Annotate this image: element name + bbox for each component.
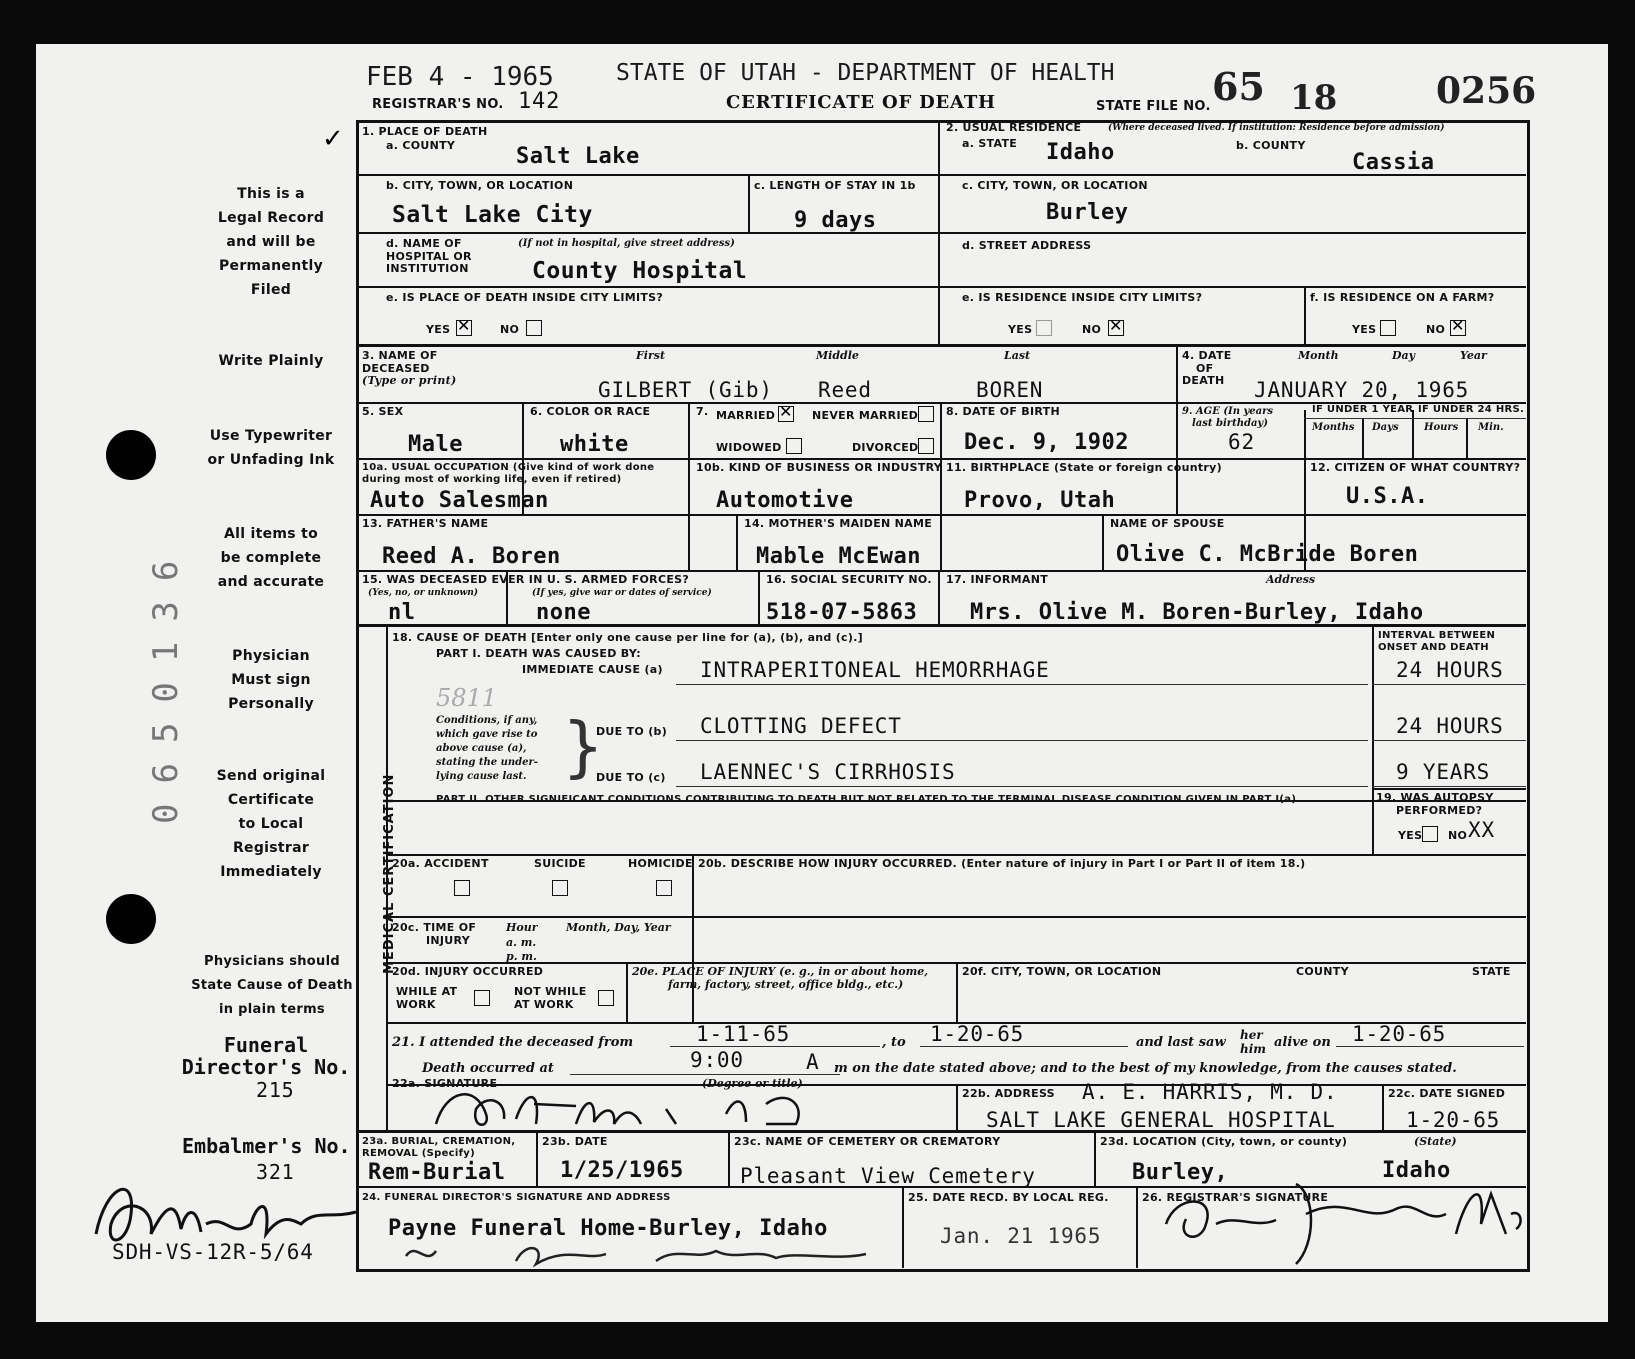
attended-from: 1-11-65 [696,1022,791,1046]
farm-yes-checkbox[interactable] [1380,320,1396,336]
autopsy-yes-label: YES [1398,829,1423,842]
homicide-label: HOMICIDE [628,857,693,870]
punch-hole [106,430,156,480]
informant: Mrs. Olive M. Boren-Burley, Idaho [970,600,1424,625]
funeral-director-signature [396,1236,876,1270]
birthplace: Provo, Utah [964,488,1116,513]
mother-label: 14. MOTHER'S MAIDEN NAME [744,517,933,530]
injury-occurred-label: 20d. INJURY OCCURRED [392,965,544,978]
business: Automotive [716,488,854,513]
father-label: 13. FATHER'S NAME [362,517,489,530]
registrar-signature-label: 26. REGISTRAR'S SIGNATURE [1142,1191,1329,1204]
armed-note-a: (Yes, no, or unknown) [368,588,479,598]
residence-city-limits-label: e. IS RESIDENCE INSIDE CITY LIMITS? [962,291,1203,304]
first-label: First [636,349,666,362]
burial-location: Burley, [1132,1160,1229,1185]
medical-certification-side-label: MEDICAL CERTIFICATION [382,773,397,974]
due-to-b-label: DUE TO (b) [596,725,668,738]
never-married-label: NEVER MARRIED [812,409,919,422]
hours-label: Hours [1424,422,1459,433]
sex: Male [408,432,463,457]
informant-address-label: Address [1266,573,1316,586]
race-label: 6. COLOR OR RACE [530,405,651,418]
middle-name: Reed [818,378,872,402]
farm-label: f. IS RESIDENCE ON A FARM? [1310,291,1495,304]
not-at-work-checkbox[interactable] [598,990,614,1006]
father-name: Reed A. Boren [382,544,561,569]
residence-limits-yes-checkbox[interactable] [1036,320,1052,336]
registrar-signature [1146,1154,1526,1270]
place-limits-no-checkbox[interactable] [526,320,542,336]
sidebar-physician-sign: Physician Must sign Personally [228,648,314,712]
armed-forces-label: 15. WAS DECEASED EVER IN U. S. ARMED FORCES? [362,573,690,586]
conditions-note: Conditions, if any, which gave rise to above cause (a), stating the under- lying cause last. [436,715,538,782]
burial-state-label: (State) [1414,1135,1457,1148]
residence-county: Cassia [1352,150,1435,175]
usual-residence-note: (Where deceased lived. If institution: Residence before admission) [1108,123,1445,133]
sidebar-legal-record: This is a Legal Record and will be Permanently Filed [217,186,325,298]
date-of-death: JANUARY 20, 1965 [1254,378,1470,402]
month-label: Month [1298,349,1339,362]
informant-label: 17. INFORMANT [946,573,1049,586]
residence-city-label: c. CITY, TOWN, OR LOCATION [962,179,1148,192]
hospital-label: d. NAME OF HOSPITAL OR INSTITUTION [386,237,472,276]
length-of-stay: 9 days [794,208,877,233]
physician-signature [426,1074,906,1134]
cause-code: 5811 [436,684,498,712]
degree-label: (Degree or title) [702,1077,803,1090]
burial-date: 1/25/1965 [560,1158,684,1183]
days-label: Days [1372,422,1399,433]
death-statement: m on the date stated above; and to the best of my knowledge, from the causes stated. [834,1061,1457,1076]
cause-b: CLOTTING DEFECT [700,714,902,738]
death-city: Salt Lake City [392,202,593,228]
accident-label: 20a. ACCIDENT [392,857,489,870]
cemetery-label: 23c. NAME OF CEMETERY OR CREMATORY [734,1135,1001,1148]
immediate-cause-label: IMMEDIATE CAUSE (a) [522,663,663,676]
sidebar-typewriter: Use Typewriter or Unfading Ink [207,428,335,468]
ampm-label: a. m. p. m. [506,936,537,963]
her-him-label: her him [1240,1028,1266,1056]
cause-of-death-label: 18. CAUSE OF DEATH [Enter only one cause per line for (a), (b), and (c).] [392,631,864,644]
funeral-director-sig-label: 24. FUNERAL DIRECTOR'S SIGNATURE AND ADDRESS [362,1192,671,1203]
residence-state: Idaho [1046,140,1115,165]
injury-date-label: Month, Day, Year [566,921,671,934]
day-label: Day [1392,349,1416,362]
under-1-year-label: IF UNDER 1 YEAR [1312,404,1414,415]
divorced-checkbox[interactable] [918,438,934,454]
autopsy-yes-checkbox[interactable] [1422,826,1438,842]
interval-label: INTERVAL BETWEEN ONSET AND DEATH [1378,630,1496,653]
spouse-name: Olive C. McBride Boren [1116,542,1419,567]
state-file-year: 65 [1212,64,1265,109]
while-at-work-label: WHILE AT WORK [396,985,458,1011]
agency-name: STATE OF UTAH - DEPARTMENT OF HEALTH [616,60,1115,86]
residence-limits-no-checkbox[interactable]: ✕ [1109,316,1123,335]
birthplace-label: 11. BIRTHPLACE (State or foreign country) [946,461,1222,474]
date-of-birth-label: 8. DATE OF BIRTH [946,405,1060,418]
funeral-home: Payne Funeral Home-Burley, Idaho [388,1216,828,1241]
occupation: Auto Salesman [370,488,549,513]
death-occurred-label: Death occurred at [422,1061,554,1076]
spouse-label: NAME OF SPOUSE [1110,517,1225,530]
never-married-checkbox[interactable] [918,406,934,422]
farm-no-label: NO [1426,323,1446,336]
funeral-director-label: Funeral Director's No. [181,1033,351,1079]
time-of-death: 9:00 [690,1048,744,1072]
part-2-label: PART II. OTHER SIGNIFICANT CONDITIONS CONTRIBUTING TO DEATH BUT NOT RELATED TO THE TERMINAL DISEASE CONDITION GIVEN IN PART I(a) [436,794,1297,805]
injury-county-label: COUNTY [1296,965,1349,978]
last-label: Last [1004,349,1031,362]
residence-limits-yes-label: YES [1008,323,1033,336]
occupation-label: 10a. USUAL OCCUPATION (Give kind of work done during most of working life, even if retired) [362,462,655,485]
armed-note-b: (If yes, give war or dates of service) [532,588,712,598]
conditions-brace: } [562,708,604,785]
farm-yes-label: YES [1352,323,1377,336]
sidebar-cause-plain: Physicians should State Cause of Death in plain terms [191,954,353,1017]
under-24-hours-label: IF UNDER 24 HRS. [1418,404,1525,415]
cemetery: Pleasant View Cemetery [740,1164,1036,1188]
burial-type-label: 23a. BURIAL, CREMATION, REMOVAL (Specify) [362,1136,516,1159]
city-label: b. CITY, TOWN, OR LOCATION [386,179,574,192]
first-name: GILBERT (Gib) [598,378,773,402]
autopsy-no-mark: XX [1468,818,1495,842]
business-label: 10b. KIND OF BUSINESS OR INDUSTRY [696,461,943,474]
part-1-label: PART I. DEATH WAS CAUSED BY: [436,647,641,660]
date-of-death-label: 4. DATE OF DEATH [1182,349,1232,388]
hour-label: Hour [506,921,538,934]
registrar-no: 142 [518,89,561,114]
widowed-checkbox[interactable] [786,438,802,454]
time-of-injury-label: 20c. TIME OF INJURY [392,921,477,947]
physician-name: A. E. HARRIS, M. D. [1082,1080,1338,1104]
last-saw-label: and last saw [1136,1035,1226,1050]
marital-item-number: 7. [696,405,709,418]
farm-no-checkbox[interactable]: ✕ [1451,316,1465,335]
suicide-checkbox[interactable] [552,880,568,896]
date-signed-label: 22c. DATE SIGNED [1388,1087,1506,1100]
burial-type: Rem-Burial [368,1160,506,1185]
alive-on: 1-20-65 [1352,1022,1447,1046]
date-of-birth: Dec. 9, 1902 [964,430,1129,455]
residence-county-label: b. COUNTY [1236,139,1306,152]
min-label: Min. [1478,422,1504,433]
mother-maiden-name: Mable McEwan [756,544,921,569]
length-of-stay-label: c. LENGTH OF STAY IN 1b [754,179,916,192]
residence-city: Burley [1046,200,1129,225]
year-label: Year [1460,349,1487,362]
vertical-serial-number: 0650136 [146,540,186,824]
months-label: Months [1312,422,1355,433]
alive-on-label: alive on [1274,1035,1331,1050]
date-signed: 1-20-65 [1406,1108,1501,1132]
state-file-number: 0256 [1436,70,1537,112]
date-received-label: 25. DATE RECD. BY LOCAL REG. [908,1191,1109,1204]
sidebar-send-original: Send original Certificate to Local Registrar Immediately [216,768,326,880]
burial-state: Idaho [1382,1158,1451,1183]
not-at-work-label: NOT WHILE AT WORK [514,985,587,1011]
death-certificate [36,44,1608,1322]
place-limits-yes-checkbox[interactable]: ✕ [457,316,471,335]
interval-a: 24 HOURS [1396,658,1504,682]
hospital-name: County Hospital [532,258,748,284]
autopsy-label: 19. WAS AUTOPSY PERFORMED? [1376,791,1494,817]
last-name: BOREN [976,378,1044,402]
residence-limits-no-label: NO [1082,323,1102,336]
middle-label: Middle [816,349,859,362]
married-label: MARRIED [716,409,776,422]
physician-hospital: SALT LAKE GENERAL HOSPITAL [986,1108,1336,1132]
place-city-limits-label: e. IS PLACE OF DEATH INSIDE CITY LIMITS? [386,291,664,304]
race: white [560,432,629,457]
cause-a: INTRAPERITONEAL HEMORRHAGE [700,658,1050,682]
injury-description-label: 20b. DESCRIBE HOW INJURY OCCURRED. (Enter nature of injury in Part I or Part II of item 18.) [698,857,1306,870]
punch-hole [106,894,156,944]
embalmer-label: Embalmer's No. [182,1134,351,1158]
cause-c: LAENNEC'S CIRRHOSIS [700,760,956,784]
place-limits-no-label: NO [500,323,520,336]
homicide-checkbox[interactable] [656,880,672,896]
suicide-label: SUICIDE [534,857,586,870]
street-address-label: d. STREET ADDRESS [962,239,1092,252]
accident-checkbox[interactable] [454,880,470,896]
armed-forces: nl [388,600,416,625]
received-date-stamp: FEB 4 - 1965 [366,62,554,92]
death-county: Salt Lake [516,144,640,169]
funeral-director-no: 215 [256,1078,295,1102]
sidebar-write-plainly: Write Plainly [218,353,324,369]
name-of-deceased-label: 3. NAME OF DECEASED (Type or print) [362,349,457,388]
divorced-label: DIVORCED [852,441,919,454]
place-of-injury-label: 20e. PLACE OF INJURY (e. g., in or about home, farm, factory, street, office bldg., etc.) [632,965,929,991]
place-limits-yes-label: YES [426,323,451,336]
married-checkbox[interactable]: ✕ [779,402,793,421]
injury-city-label: 20f. CITY, TOWN, OR LOCATION [962,965,1162,978]
injury-state-label: STATE [1472,965,1511,978]
war-service: none [536,600,591,625]
interval-b: 24 HOURS [1396,714,1504,738]
to-label: , to [882,1035,906,1050]
residence-state-label: a. STATE [962,137,1018,150]
place-of-death-label: 1. PLACE OF DEATH [362,125,488,138]
certificate-title: CERTIFICATE OF DEATH [726,92,996,113]
date-received: Jan. 21 1965 [940,1224,1102,1248]
citizen: U.S.A. [1346,484,1429,509]
burial-date-label: 23b. DATE [542,1135,608,1148]
ssn: 518-07-5863 [766,600,918,625]
burial-location-label: 23d. LOCATION (City, town, or county) [1100,1135,1348,1148]
widowed-label: WIDOWED [716,441,782,454]
age: 62 [1228,430,1255,454]
interval-c: 9 YEARS [1396,760,1491,784]
while-at-work-checkbox[interactable] [474,990,490,1006]
hospital-note: (If not in hospital, give street address) [518,238,735,249]
sidebar-items-complete: All items to be complete and accurate [217,526,325,590]
embalmer-no: 321 [256,1160,295,1184]
attended-label: 21. I attended the deceased from [392,1035,634,1050]
due-to-c-label: DUE TO (c) [596,771,666,784]
form-number: SDH-VS-12R-5/64 [112,1240,314,1264]
attended-to: 1-20-65 [930,1022,1025,1046]
check-mark: ✓ [322,124,344,154]
citizen-label: 12. CITIZEN OF WHAT COUNTRY? [1310,461,1521,474]
address-label: 22b. ADDRESS [962,1087,1055,1100]
county-label: a. COUNTY [386,139,456,152]
sex-label: 5. SEX [362,405,404,418]
time-of-death-ampm: A [806,1050,820,1074]
state-file-county: 18 [1290,78,1338,118]
ssn-label: 16. SOCIAL SECURITY NO. [766,573,932,586]
state-file-label: STATE FILE NO. [1096,99,1211,114]
embalmer-signature [76,1154,376,1274]
registrar-no-label: REGISTRAR'S NO. [372,97,504,112]
signature-label: 22a. SIGNATURE [392,1077,498,1090]
autopsy-no-label: NO [1448,829,1468,842]
age-label: 9. AGE (In years last birthday) [1182,406,1274,429]
usual-residence-label: 2. USUAL RESIDENCE [946,121,1082,134]
